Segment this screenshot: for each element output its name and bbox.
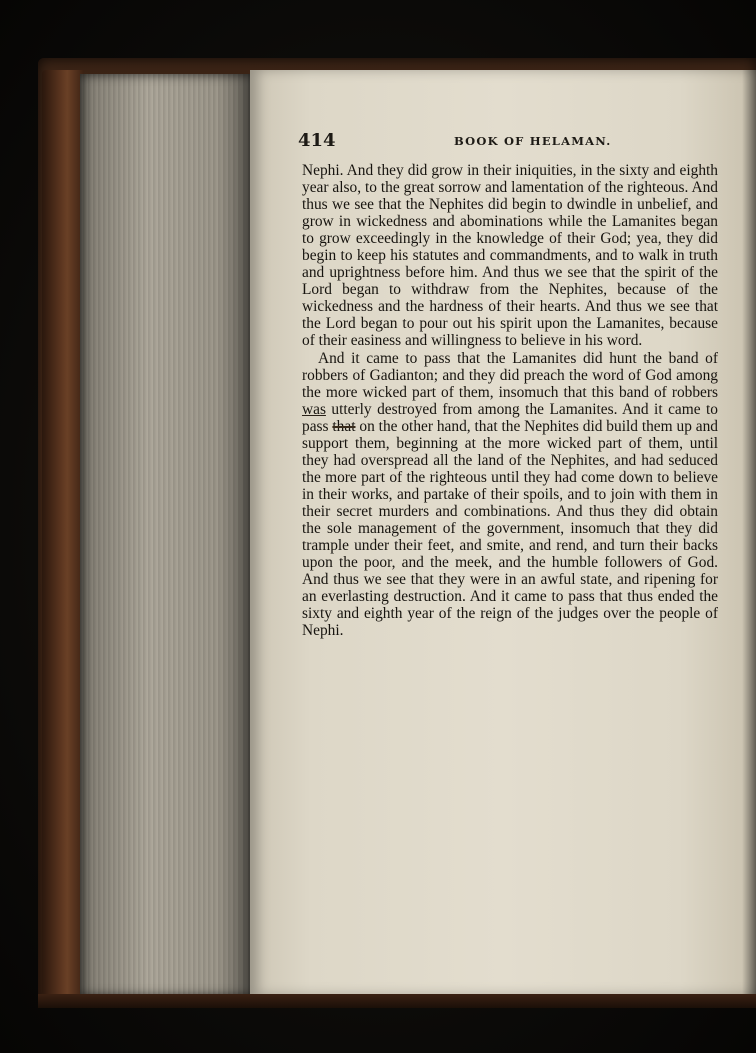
underlined-word: was [302,400,326,418]
paragraph-2-text-a: And it came to pass that the Lamanites did hunt the band of robbers of Gadianton; and they did preach the word of God among the more wicked part of them, insomuch that this band of robbers [302,349,718,401]
paragraph-2-text-c: on the other hand, that the Nephites did build them up and support them, beginning at the more wicked part of them, until they had overspread all the land of the Nephites, and had seduced the more part of the righteous until they had come down to believe in their works, and partake of their spoils, and to join with them in their secret murders and combinations. And thus they did obtain the sole management of the government, insomuch that they did trample under their feet, and smite, and rend, and turn their backs upon the poor, and the meek, and the humble followers of God. And thus we see that they were in an awful state, and ripening for an everlasting destruction. And it came to pass that thus ended the sixty and eighth year of the reign of the judges over the people of Nephi. [302,417,718,640]
paragraph-2 [302,350,718,640]
paragraph-2-text-b: utterly destroyed from among the Lamanites. And it came to pass [302,400,718,435]
page-header [298,130,738,154]
book-page [250,70,756,995]
cover-board-edge [42,70,84,995]
paragraph-1 [302,162,718,350]
page-number: 414 [298,130,336,151]
cover-bottom-edge [38,994,756,1008]
paragraph-1-text: Nephi. And they did grow in their iniquities, in the sixty and eighth year also, to the great sorrow and lamentation of the righteous. And thus we see that the Nephites did begin to dwindle in unbelief, and grow in wickedness and abominations while the Lamanites began to grow exceedingly in the knowledge of their God; yea, they did begin to keep his statutes and commandments, and to walk in truth and uprightness before him. And thus we see that the spirit of the Lord began to withdraw from the Nephites, because of the wickedness and the hardness of their hearts. And thus we see that the Lord began to pour out his spirit upon the Lamanites, because of their easiness and willingness to believe in his word. [302,162,718,350]
gutter-shadow [742,70,756,995]
struck-word: that [332,417,356,435]
running-head: BOOK OF HELAMAN. [454,134,612,148]
page-edges [80,74,252,996]
page-body [302,162,718,639]
